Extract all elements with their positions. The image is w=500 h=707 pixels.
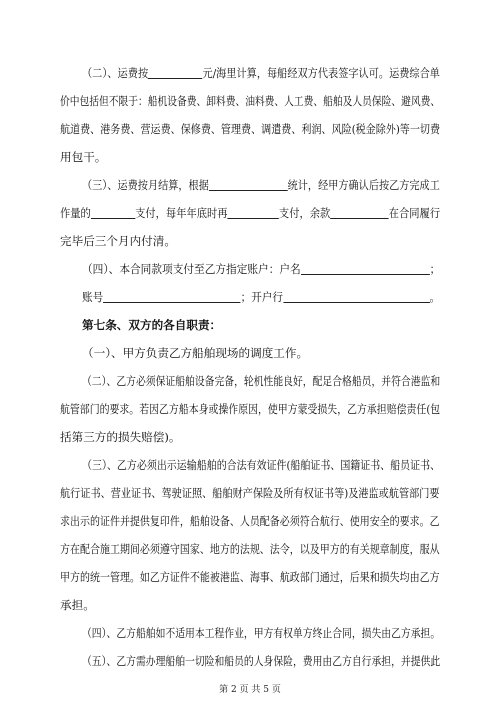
paragraph-line: 航行证书、营业证书、驾驶证照、船舶财产保险及所有权证书等)及港监或航管部门要 bbox=[60, 486, 440, 500]
text: （三）、运费按月结算，根据 bbox=[82, 178, 209, 192]
blank-field bbox=[148, 66, 202, 79]
paragraph-line: 括第三方的损失赔偿)。 bbox=[60, 430, 181, 444]
text: 账号 bbox=[82, 290, 104, 304]
text: 元/海里计算，每船经双方代表签字认可。运费综合单 bbox=[202, 66, 440, 80]
paragraph-line: （一）、甲方负责乙方船舶现场的调度工作。 bbox=[82, 346, 309, 360]
blank-field bbox=[283, 290, 429, 303]
page-number: 第 2 页 共 5 页 bbox=[219, 685, 281, 695]
blank-field bbox=[209, 178, 288, 191]
text: （二）、运费按 bbox=[82, 66, 149, 80]
paragraph-line: 航道费、港务费、营运费、保修费、管理费、调遣费、利润、风险(税金除外)等一切费 bbox=[60, 122, 441, 136]
paragraph-line: 价中包括但不限于：船机设备费、卸料费、油料费、人工费、船舶及人员保险、避风费、 bbox=[60, 94, 441, 108]
paragraph-line bbox=[82, 261, 440, 277]
paragraph-line: 求出示的证件并提供复印件，船舶设备、人员配备必须符合航行、使用安全的要求。乙 bbox=[60, 514, 440, 528]
paragraph-line: 用包干。 bbox=[60, 150, 107, 164]
paragraph-line: 承担。 bbox=[60, 598, 95, 612]
text: 支付，每年年底时再 bbox=[135, 206, 228, 220]
text: ； bbox=[429, 262, 441, 276]
paragraph-line: （二）、乙方必须保证船舶设备完备，轮机性能良好，配足合格船员，并符合港监和 bbox=[82, 374, 441, 388]
text: （四）、本合同款项支付至乙方指定账户：户名 bbox=[82, 262, 301, 276]
paragraph-line: 完毕后三个月内付清。 bbox=[60, 234, 176, 248]
blank-field bbox=[91, 206, 135, 219]
paragraph-line: 甲方的统一管理。如乙方证件不能被港监、海事、航政部门通过，后果和损失均由乙方 bbox=[60, 570, 440, 584]
text: 作量的 bbox=[60, 206, 91, 220]
paragraph-line bbox=[82, 65, 440, 81]
paragraph-line bbox=[82, 289, 440, 305]
paragraph-line: （五）、乙方需办理船舶一切险和船员的人身保险，费用由乙方自行承担，并提供此 bbox=[82, 654, 441, 668]
blank-field bbox=[103, 290, 240, 303]
paragraph-line bbox=[82, 177, 440, 193]
blank-field bbox=[330, 206, 388, 219]
paragraph-line: （三）、乙方必须出示运输船舶的合法有效证件(船舶证书、国籍证书、船员证书、 bbox=[82, 458, 441, 472]
paragraph-line: 方在配合施工期间必须遵守国家、地方的法规、法令，以及甲方的有关规章制度，服从 bbox=[60, 542, 440, 556]
text: 。 bbox=[429, 290, 441, 304]
text: 支付，余款 bbox=[278, 206, 331, 220]
paragraph-line: （四）、乙方船舶如不适用本工程作业，甲方有权单方终止合同，损失由乙方承担。 bbox=[82, 626, 441, 640]
paragraph-line: 航管部门的要求。若因乙方船本身或操作原因，使甲方蒙受损失，乙方承担赔偿责任(包 bbox=[60, 402, 441, 416]
paragraph-line bbox=[60, 205, 440, 221]
text: 统计，经甲方确认后按乙方完成工 bbox=[287, 178, 440, 192]
text: 在合同履行 bbox=[388, 206, 441, 220]
section-heading: 第七条、双方的各自职责： bbox=[82, 318, 222, 332]
blank-field bbox=[228, 206, 279, 219]
blank-field bbox=[301, 262, 430, 275]
text: ；开户行 bbox=[240, 290, 284, 304]
